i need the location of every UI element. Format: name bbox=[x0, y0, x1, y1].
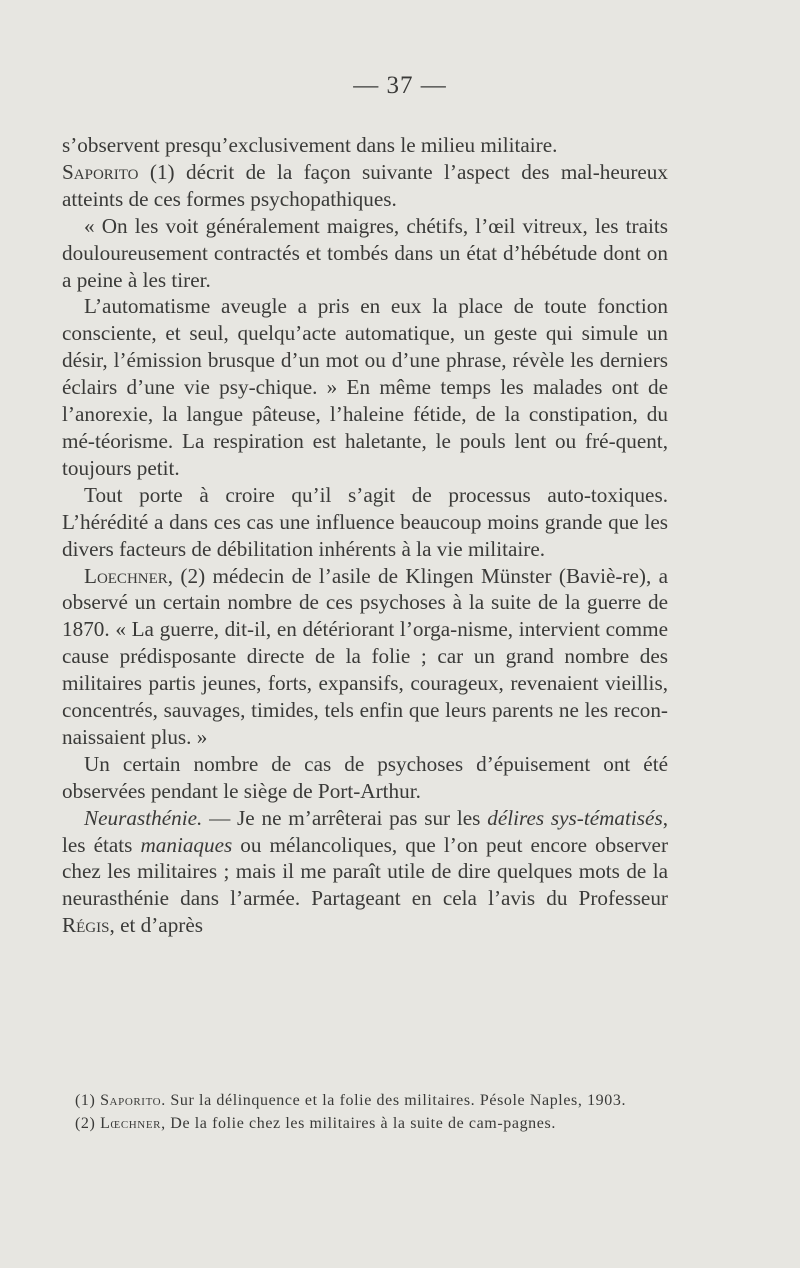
footnote-1 bbox=[62, 1090, 668, 1111]
paragraph-8-text: , les états bbox=[62, 805, 668, 857]
author-name: Saporito bbox=[62, 159, 139, 184]
footnote-2 bbox=[62, 1113, 668, 1134]
italic-term: maniaques bbox=[140, 832, 233, 857]
footnotes bbox=[62, 1090, 668, 1136]
main-text bbox=[62, 132, 668, 939]
paragraph-7: Un certain nombre de cas de psychoses d’épuisement ont été observées pendant le siège de Port-Arthur. bbox=[62, 751, 668, 803]
paragraph-8 bbox=[62, 805, 668, 940]
footnote-marker: (1) bbox=[75, 1092, 101, 1109]
footnote-text: . Sur la délinquence et la folie des militaires. Pésole Naples, 1903. bbox=[161, 1092, 627, 1109]
author-name: Loechner bbox=[84, 563, 168, 588]
paragraph-3: « On les voit généralement maigres, chétifs, l’œil vitreux, les traits douloureusement contractés et tombés dans un état d’hébétude dont on a peine à les tirer. bbox=[62, 213, 668, 292]
author-name: Lœchner bbox=[100, 1115, 162, 1132]
paragraph-8-text: — Je ne m’arrêterai pas sur les bbox=[202, 805, 488, 830]
paragraph-1: s’observent presqu’exclusivement dans le milieu militaire. bbox=[62, 133, 558, 157]
paragraph-8-text: ou mélancoliques, que l’on peut encore observer chez les militaires ; mais il me paraît utile de dire quelques mots de la neurasthénie dans l’armée. Partageant en cela l’avis du Professeur bbox=[62, 832, 668, 911]
page-number: — 37 — bbox=[353, 72, 447, 99]
italic-term: délires sys-tématisés bbox=[487, 805, 663, 830]
footnote-marker: (2) bbox=[75, 1115, 101, 1132]
section-heading: Neurasthénie. bbox=[84, 805, 203, 830]
paragraph-2 bbox=[62, 159, 668, 213]
paragraph-5: Tout porte à croire qu’il s’agit de processus auto-toxiques. L’hérédité a dans ces cas une influence beaucoup moins grande que les divers facteurs de débilitation inhérents à la vie militaire. bbox=[62, 482, 668, 561]
author-name: Régis bbox=[62, 913, 110, 938]
paragraph-8-text: , et d’après bbox=[109, 913, 204, 938]
footnote-text: , De la folie chez les militaires à la suite de cam-pagnes. bbox=[161, 1115, 556, 1132]
paragraph-4: L’automatisme aveugle a pris en eux la place de toute fonction consciente, et seul, quelqu’acte automatique, un geste qui simule un désir, l’émission brusque d’un mot ou d’une phrase, révèle les derniers éclairs d’une vie psy-chique. » En même temps les malades ont de l’anorexie, la langue pâteuse, l’haleine fétide, de la constipation, du mé-téorisme. La respiration est haletante, le pouls lent ou fré-quent, toujours petit. bbox=[62, 294, 668, 480]
paragraph-6 bbox=[62, 563, 668, 751]
paragraph-6-text: , (2) médecin de l’asile de Klingen Münster (Baviè-re), a observé un certain nombre de ces psychoses à la suite de la guerre de 1870. « La guerre, dit-il, en détériorant l’orga-nisme, intervient comme cause prédisposante directe de la folie ; car un grand nombre des militaires partis jeunes, forts, expansifs, courageux, revenaient vieillis, concentrés, sauvages, timides, tels enfin que leurs parents ne les recon-naissaient plus. » bbox=[62, 563, 668, 749]
paragraph-2-text: (1) décrit de la façon suivante l’aspect des mal-heureux atteints de ces formes psychopathiques. bbox=[62, 159, 668, 211]
author-name: Saporito bbox=[100, 1092, 162, 1109]
